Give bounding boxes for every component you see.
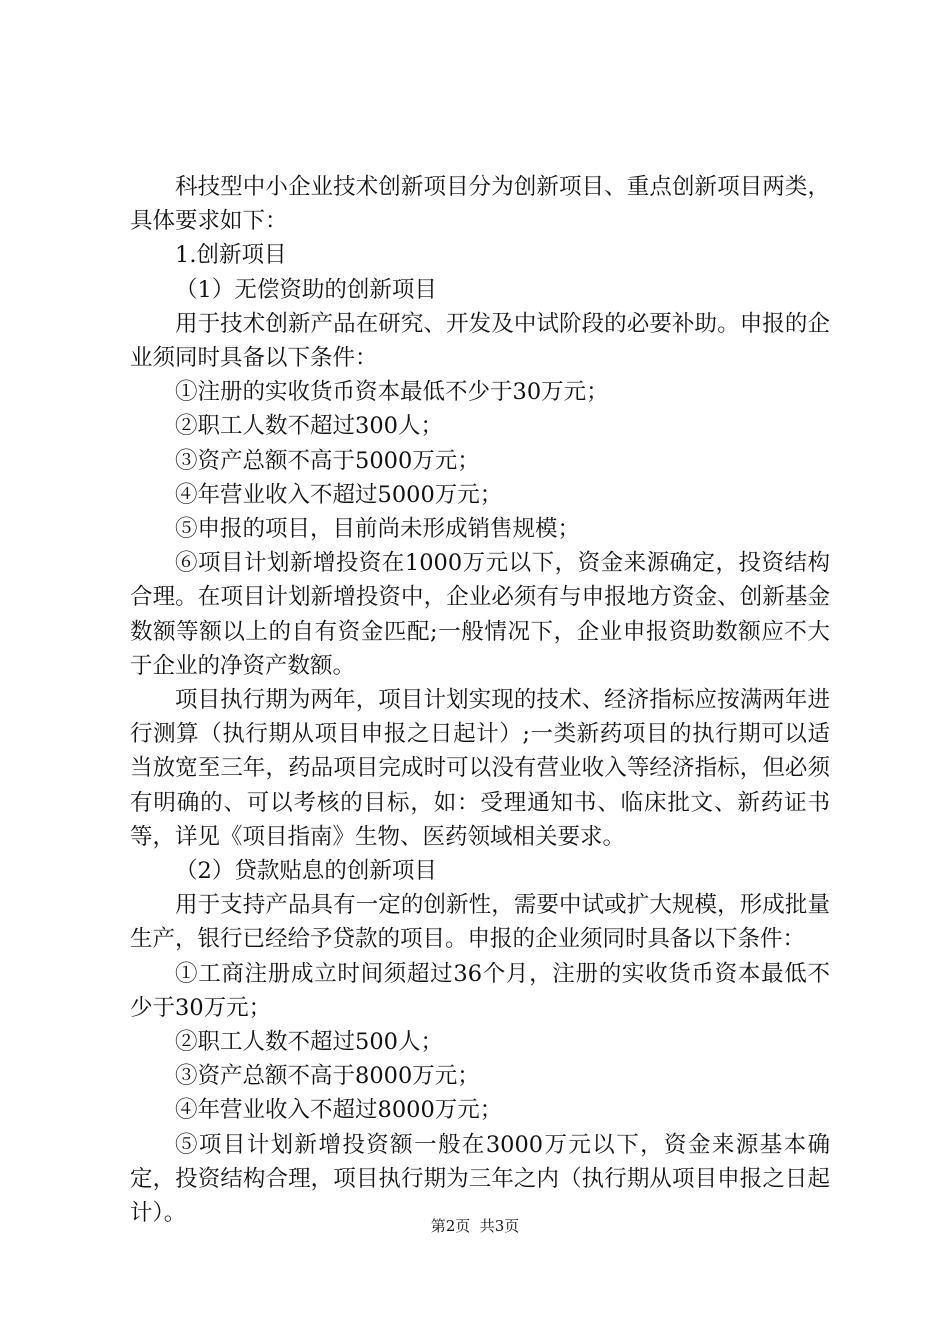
list-item-loan-4: ④年营业收入不超过8000万元；: [175, 1097, 503, 1124]
page-number-label: 第2页 共3页: [430, 1217, 520, 1235]
paragraph-loan-purpose: 用于支持产品具有一定的创新性，需要中试或扩大规模，形成批量生产，银行已经给予贷款的项目。申报的企业须同时具备以下条件：: [130, 892, 830, 953]
paragraph-grant-purpose: 用于技术创新产品在研究、开发及中试阶段的必要补助。申报的企业须同时具备以下条件：: [130, 310, 830, 372]
list-item-loan-1: ①工商注册成立时间须超过36个月，注册的实收货币资本最低不少于30万元；: [130, 960, 830, 1021]
paragraph-intro: 科技型中小企业技术创新项目分为创新项目、重点创新项目两类，具体要求如下：: [130, 174, 830, 235]
heading-innovation-projects: 1.创新项目: [175, 242, 287, 269]
list-item-grant-5: ⑤申报的项目，目前尚未形成销售规模；: [175, 516, 581, 543]
list-item-loan-3: ③资产总额不高于8000万元；: [175, 1063, 480, 1090]
subheading-loan-interest-projects: （2）贷款贴息的创新项目: [175, 858, 437, 885]
subheading-grant-projects: （1）无偿资助的创新项目: [175, 276, 437, 303]
list-item-grant-2: ②职工人数不超过300人；: [175, 413, 443, 440]
list-item-loan-5: ⑤项目计划新增投资额一般在3000万元以下，资金来源基本确定，投资结构合理，项目执行期为三年之内（执行期从项目申报之日起计）。: [130, 1131, 830, 1227]
list-item-loan-2: ②职工人数不超过500人；: [175, 1029, 443, 1056]
list-item-grant-6: ⑥项目计划新增投资在1000万元以下，资金来源确定，投资结构合理。在项目计划新增投资中，企业必须有与申报地方资金、创新基金数额等额以上的自有资金匹配;一般情况下，企业申报资助数额应不大于企业的净资产数额。: [130, 550, 830, 679]
page-footer: [0, 1216, 950, 1236]
list-item-grant-3: ③资产总额不高于5000万元；: [175, 447, 480, 474]
paragraph-execution-period: 项目执行期为两年，项目计划实现的技术、经济指标应按满两年进行测算（执行期从项目申报之日起计）;一类新药项目的执行期可以适当放宽至三年，药品项目完成时可以没有营业收入等经济指标，但必须有明确的、可以考核的目标，如：受理通知书、临床批文、新药证书等，详见《项目指南》生物、医药领域相关要求。: [130, 687, 830, 850]
list-item-grant-1: ①注册的实收货币资本最低不少于30万元；: [175, 379, 609, 406]
list-item-grant-4: ④年营业收入不超过5000万元；: [175, 481, 503, 508]
document-body: [130, 170, 830, 1230]
